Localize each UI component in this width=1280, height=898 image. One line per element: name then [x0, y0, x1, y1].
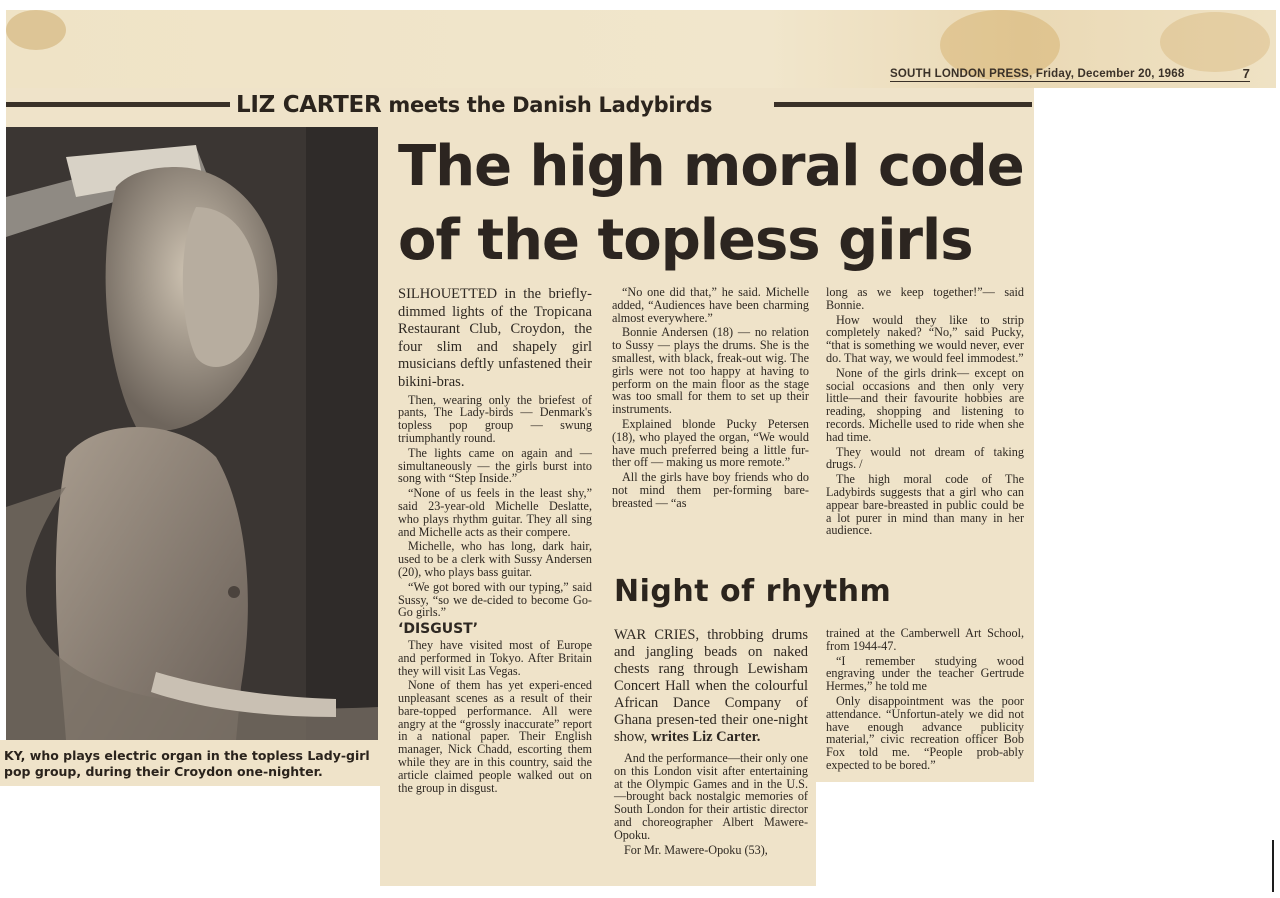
stain — [6, 10, 66, 50]
paragraph: They have visited most of Europe and performed in Tokyo. After Britain they will visit Las Vegas. — [398, 637, 592, 678]
page-number: 7 — [1242, 66, 1250, 81]
photo-caption: KY, who plays electric organ in the topless Lady-girl pop group, during their Croydon one-nighter. — [4, 748, 370, 779]
paragraph: How would they like to strip completely naked? “No,” said Pucky, “that is something we would never, ever do. That way, we would feel immodest.” — [826, 312, 1024, 365]
paragraph: “None of us feels in the least shy,” said 23-year-old Michelle Deslatte, who plays rhythm guitar. They all sing and Michelle acts as their compere. — [398, 486, 592, 539]
rhythm-headline: Night of rhythm — [614, 574, 892, 609]
byline-rest: meets the Danish Ladybirds — [381, 93, 713, 117]
paragraph: “We got bored with our typing,” said Sussy, “so we de-cided to become Go-Go girls.” — [398, 579, 592, 620]
newspaper-masthead — [890, 68, 1250, 82]
paragraph: And the performance—their only one on this London visit after entertaining at the Olympic Games and in the U.S.—brought back nostalgic memories of South London for their artistic director and choreographer Albert Mawere-Opoku. — [614, 751, 808, 842]
paragraph: Bonnie Andersen (18) — no relation to Sussy — plays the drums. She is the smallest, with black, freak-out wig. The girls were not too happy at having to perform on the main floor as the stage was too small for them to set up their instruments. — [612, 325, 809, 417]
paragraph: Michelle, who has long, dark hair, used to be a clerk with Sussy Andersen (20), who plays bass guitar. — [398, 539, 592, 579]
rhythm-signature: writes Liz Carter. — [650, 729, 761, 745]
article-column-3 — [826, 286, 1024, 539]
paragraph: They would not dream of taking drugs. / — [826, 444, 1024, 472]
paragraph: Explained blonde Pucky Petersen (18), who played the organ, “We would have much preferred being a little fur-ther off — making us more remote.” — [612, 416, 809, 470]
paragraph: For Mr. Mawere-Opoku (53), — [624, 842, 768, 857]
byline — [236, 92, 712, 118]
rhythm-lead-text: WAR CRIES, throbbing drums and jangling beads on naked chests rang through Lewisham Concert Hall when the colourful African Dance Company of Ghana presen-ted their one-night show, — [614, 627, 808, 745]
headline-line-2: of the topless girls — [398, 208, 973, 273]
paragraph: Then, wearing only the briefest of pants, The Lady-birds — Denmark's topless pop group — swung triumphantly round. — [398, 392, 592, 445]
paragraph: trained at the Camberwell Art School, from 1944-47. — [826, 626, 1024, 653]
paragraph: “I remember studying wood engraving under the teacher Gertrude Hermes,” he told me — [826, 653, 1024, 694]
byline-rule-left — [6, 102, 230, 107]
photo-illustration — [6, 127, 378, 740]
headline-line-1: The high moral code — [398, 134, 1024, 199]
article-column-2 — [612, 286, 809, 512]
performer-photo — [6, 127, 378, 740]
paragraph: None of the girls drink— except on social occasions and then only very little—and their favourite hobbies are reading, shopping and listening to records. Michelle used to ride when she had time. — [826, 365, 1024, 444]
byline-bar — [6, 92, 1032, 118]
headline — [398, 130, 1028, 278]
subheading-disgust: ‘DISGUST’ — [398, 621, 479, 638]
rhythm-column-1 — [614, 627, 808, 858]
paragraph: “No one did that,” he said. Michelle added, “Audiences have been charming almost everywhere.” — [612, 285, 809, 325]
stain — [1160, 12, 1270, 72]
rhythm-column-2 — [826, 627, 1024, 774]
masthead-text: SOUTH LONDON PRESS, Friday, December 20, 1968 — [890, 68, 1185, 80]
paragraph: All the girls have boy friends who do not mind them per-forming bare-breasted — “as — [612, 470, 809, 510]
byline-author: LIZ CARTER — [236, 92, 382, 118]
paragraph: The high moral code of The Ladybirds suggests that a girl who can appear bare-breasted in public could be a lot purer in mind than many in her audience. — [826, 472, 1024, 538]
article-column-1 — [398, 286, 592, 796]
paragraph: The lights came on again and —simultaneously — the girls burst into song with “Step Inside.” — [398, 445, 592, 486]
lead-paragraph: SILHOUETTED in the briefly-dimmed lights of the Tropicana Restaurant Club, Croydon, the four slim and shapely girl musicians deftly unfastened their bikini-bras. — [398, 286, 592, 390]
paragraph: None of them has yet experi-enced unpleasant scenes as a result of their bare-topped performance. All were angry at the “grossly inaccurate” report in a national paper. Their English manager, Nick Chadd, escorting them while they are in this country, said the article claimed people walked out on the group in disgust. — [398, 678, 592, 795]
scan-edge — [1272, 840, 1274, 892]
paragraph: long as we keep together!”— said Bonnie. — [826, 285, 1024, 312]
rhythm-lead — [614, 627, 808, 746]
byline-rule-right — [774, 102, 1032, 107]
paragraph: Only disappointment was the poor attendance. “Unfortun-ately we did not have enough advance publicity material,” civic recreation officer Bob Fox told me. “People prob-ably expected to be bored.” — [826, 693, 1024, 772]
